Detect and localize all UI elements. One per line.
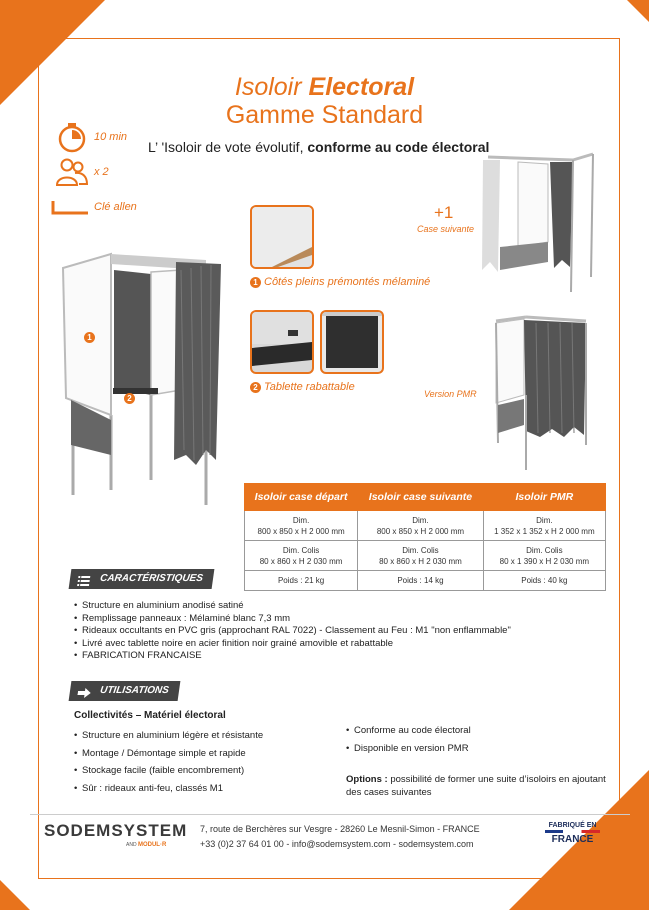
icon-label-tool: Clé allen	[94, 201, 137, 213]
footer-contact: +33 (0)2 37 64 01 00 - info@sodemsystem.com - sodemsystem.com	[200, 839, 474, 849]
caracteristiques-banner: CARACTÉRISTIQUES	[69, 569, 215, 589]
title-part1: Isoloir	[234, 73, 309, 101]
plus-one-label: +1	[434, 203, 454, 222]
title-line2: Gamme Standard	[225, 101, 424, 129]
options-text: Options : possibilité de former une suite d’isoloirs en ajoutant des cases suivantes	[346, 774, 606, 798]
table-cell: Dim. 800 x 850 x H 2 000 mm	[358, 511, 484, 541]
feature-1-caption: 1 Côtés pleins prémontés mélaminé	[250, 276, 430, 288]
corner-decoration-top-right	[627, 0, 649, 22]
subtitle-normal: L’ 'Isoloir de vote évolutif,	[148, 139, 308, 155]
icon-label-time: 10 min	[94, 131, 128, 143]
caracteristiques-list	[74, 600, 511, 663]
title-part1-bold: Electoral	[308, 73, 415, 101]
shelf-image-2	[320, 310, 384, 374]
list-item: • Structure en aluminium anodisé satiné	[74, 600, 511, 613]
list-item: • Sûr : rideaux anti-feu, classés M1	[74, 780, 263, 798]
table-cell: Poids : 14 kg	[358, 571, 484, 591]
list-item: • Stockage facile (faible encombrement)	[74, 762, 263, 780]
footer-address: 7, route de Berchères sur Vesgre - 28260 Le Mesnil-Simon - FRANCE	[200, 824, 480, 834]
feature-2-caption: 2 Tablette rabattable	[250, 381, 355, 393]
table-row	[245, 511, 606, 541]
marker-1: 1	[84, 329, 98, 347]
table-cell: Dim. Colis 80 x 860 x H 2 030 mm	[245, 541, 358, 571]
list-item: • Livré avec tablette noire en acier finition noir grainé amovible et rabattable	[74, 638, 511, 651]
utilisations-list-left	[74, 727, 263, 797]
table-header: Isoloir case suivante	[358, 484, 484, 511]
corner-decoration-bottom-left	[0, 880, 30, 910]
list-item: • Remplissage panneaux : Mélaminé blanc 7,3 mm	[74, 613, 511, 626]
stopwatch-icon	[57, 121, 87, 158]
case-suivante-label: Case suivante	[417, 224, 475, 234]
booth-pmr-image	[486, 315, 596, 480]
table-header: Isoloir case départ	[245, 484, 358, 511]
list-item: • Conforme au code électoral	[346, 722, 471, 740]
table-row	[245, 541, 606, 571]
icon-label-persons: x 2	[94, 166, 109, 178]
title-line1	[0, 73, 649, 102]
list-item: • Montage / Démontage simple et rapide	[74, 745, 263, 763]
melamine-panel-image	[250, 205, 314, 269]
table-cell: Dim. 1 352 x 1 352 x H 2 000 mm	[483, 511, 605, 541]
allen-key-icon	[50, 200, 90, 221]
booth-main-image	[56, 250, 226, 515]
table-row	[245, 571, 606, 591]
utilisations-heading: Collectivités – Matériel électoral	[74, 710, 226, 721]
people-icon	[55, 157, 89, 192]
marker-2: 2	[124, 390, 138, 408]
subtitle	[148, 139, 489, 155]
list-item: • Rideaux occultants en PVC gris (approchant RAL 7022) - Classement au Feu : M1 "non enflammable"	[74, 625, 511, 638]
table-header: Isoloir PMR	[483, 484, 605, 511]
table-cell: Dim. 800 x 850 x H 2 000 mm	[245, 511, 358, 541]
version-pmr-label: Version PMR	[424, 389, 477, 399]
table-cell: Poids : 40 kg	[483, 571, 605, 591]
made-in-france-badge: FABRIQUÉ EN FRANCE	[545, 822, 600, 845]
brand-logo-sub: AND MODUL·R	[126, 842, 167, 848]
subtitle-bold: conforme au code électoral	[307, 139, 490, 155]
table-cell: Dim. Colis 80 x 1 390 x H 2 030 mm	[483, 541, 605, 571]
utilisations-list-right	[346, 722, 471, 757]
list-item: • FABRICATION FRANCAISE	[74, 650, 511, 663]
list-item: • Structure en aluminium légère et résistante	[74, 727, 263, 745]
spec-table	[244, 483, 606, 591]
french-flag-icon	[545, 830, 600, 833]
footer-divider	[30, 814, 630, 815]
brand-logo: SODEMSYSTEM	[44, 821, 188, 840]
utilisations-banner: UTILISATIONS	[69, 681, 181, 701]
table-cell: Poids : 21 kg	[245, 571, 358, 591]
table-cell: Dim. Colis 80 x 860 x H 2 030 mm	[358, 541, 484, 571]
list-item: • Disponible en version PMR	[346, 740, 471, 758]
booth-next-image	[478, 152, 598, 302]
shelf-image-1	[250, 310, 314, 374]
